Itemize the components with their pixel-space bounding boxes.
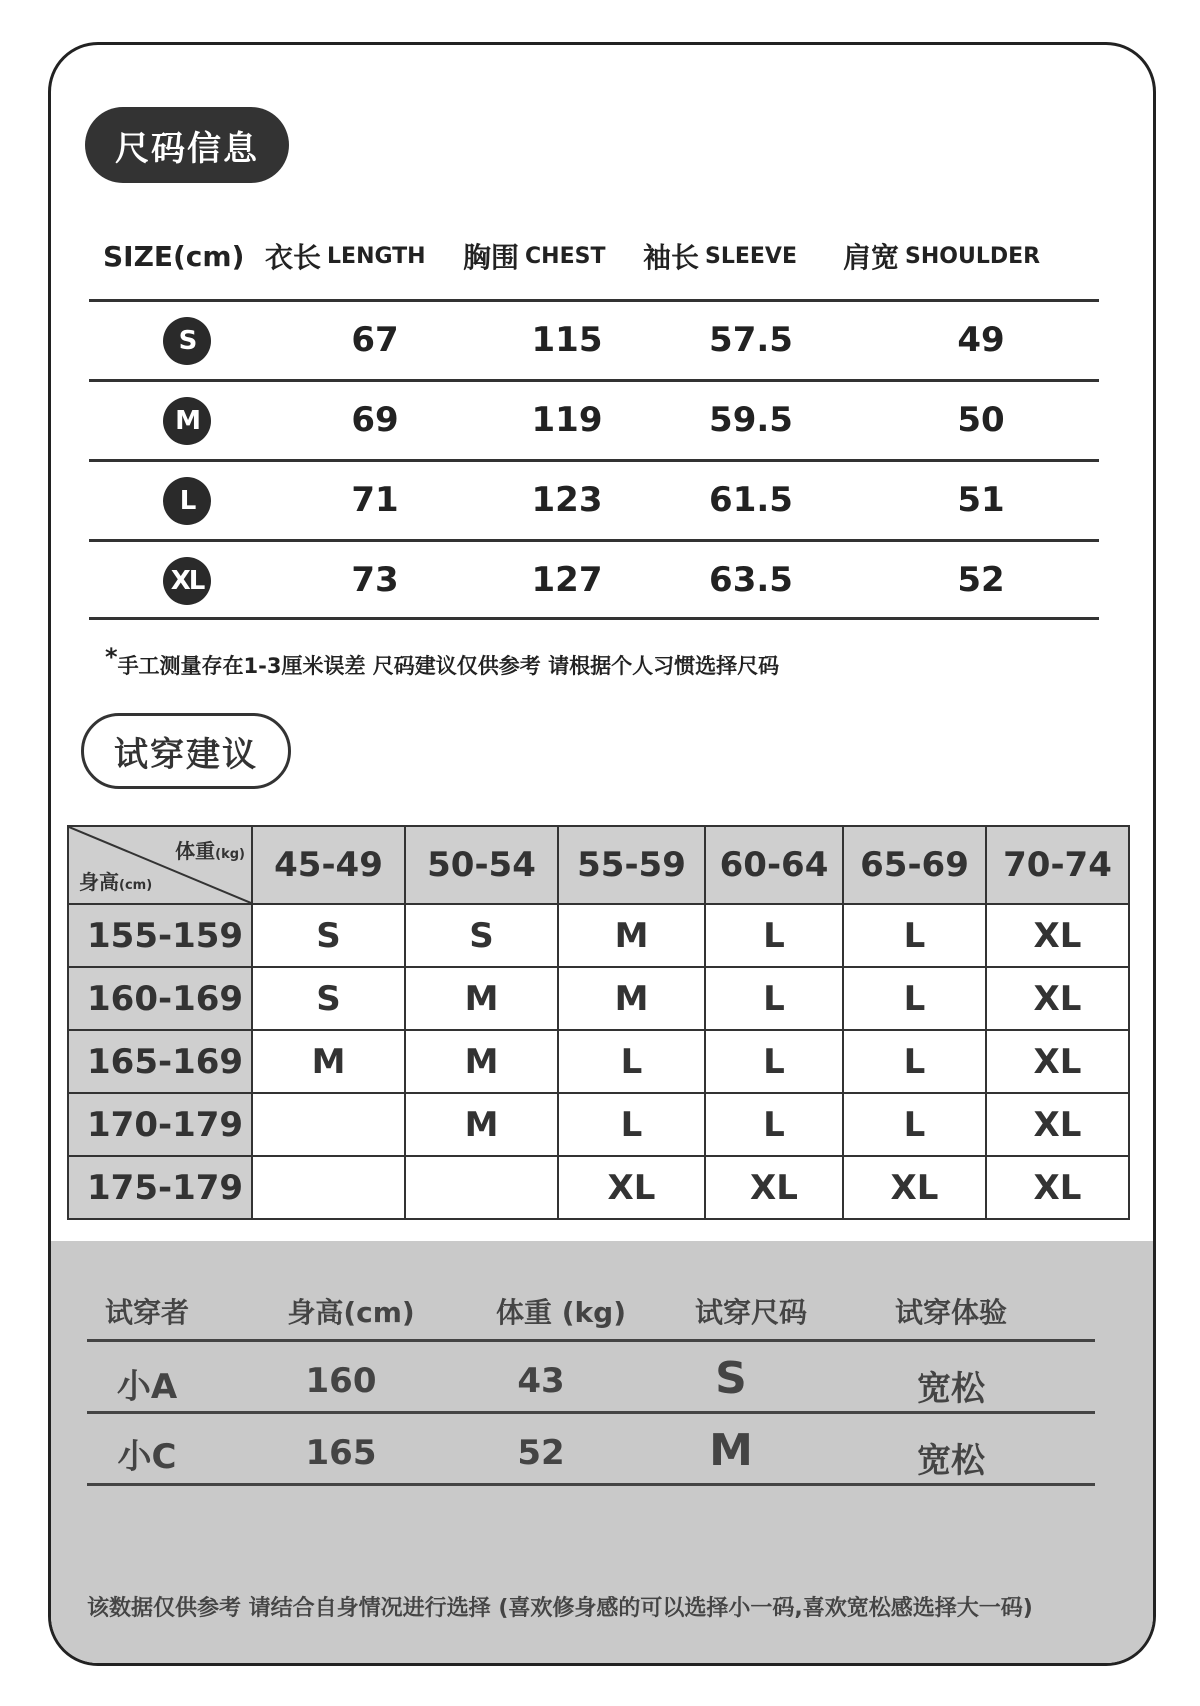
- size-cell: S: [252, 967, 405, 1030]
- weight-label: 体重(kg): [175, 839, 245, 863]
- size-row-l: [91, 462, 1101, 540]
- chest-value: 123: [531, 480, 603, 520]
- weight-range: 50-54: [405, 826, 558, 904]
- header-shoulder: 肩宽 SHOULDER: [843, 241, 1041, 274]
- size-cell: [252, 1093, 405, 1156]
- size-cell: XL: [986, 967, 1129, 1030]
- tester-weight: 52: [517, 1433, 565, 1473]
- size-cell: M: [558, 904, 705, 967]
- divider: [89, 617, 1099, 620]
- size-row-s: [91, 302, 1101, 380]
- tester-height: 165: [305, 1433, 377, 1473]
- header-weight: 体重 (kg): [495, 1296, 626, 1329]
- table-row: [68, 1156, 1129, 1219]
- tester-experience: 宽松: [917, 1441, 985, 1481]
- weight-range: 65-69: [843, 826, 986, 904]
- size-cell: XL: [986, 1093, 1129, 1156]
- size-cell: L: [843, 967, 986, 1030]
- table-row: [68, 967, 1129, 1030]
- size-cell: M: [558, 967, 705, 1030]
- sleeve-value: 63.5: [709, 560, 793, 600]
- shoulder-value: 49: [957, 320, 1005, 360]
- header-height: 身高(cm): [287, 1296, 415, 1329]
- shoulder-value: 50: [957, 400, 1005, 440]
- size-cell: L: [705, 904, 843, 967]
- divider: [87, 1483, 1095, 1486]
- size-cell: L: [843, 1030, 986, 1093]
- sleeve-value: 61.5: [709, 480, 793, 520]
- chest-value: 119: [531, 400, 603, 440]
- length-value: 73: [351, 560, 399, 600]
- size-cell: [405, 1156, 558, 1219]
- header-experience: 试穿体验: [894, 1296, 1007, 1329]
- weight-range: 55-59: [558, 826, 705, 904]
- tester-size: S: [715, 1353, 747, 1404]
- tester-height: 160: [305, 1361, 377, 1401]
- tester-size: M: [709, 1425, 753, 1476]
- size-row-m: [91, 382, 1101, 460]
- height-range: 155-159: [68, 904, 252, 967]
- shoulder-value: 51: [957, 480, 1005, 520]
- size-cell: M: [252, 1030, 405, 1093]
- size-cell: L: [558, 1030, 705, 1093]
- measurement-note: *手工测量存在1-3厘米误差 尺码建议仅供参考 请根据个人习惯选择尺码: [105, 643, 780, 678]
- shoulder-value: 52: [957, 560, 1005, 600]
- size-cell: S: [405, 904, 558, 967]
- header-length: 衣长 LENGTH: [265, 241, 426, 274]
- weight-range: 70-74: [986, 826, 1129, 904]
- size-cell: XL: [843, 1156, 986, 1219]
- size-cell: L: [705, 1093, 843, 1156]
- height-label: 身高(cm): [79, 870, 153, 894]
- size-cell: M: [405, 1030, 558, 1093]
- divider: [87, 1411, 1095, 1414]
- height-range: 175-179: [68, 1156, 252, 1219]
- table-row: [68, 1093, 1129, 1156]
- size-cell: L: [843, 1093, 986, 1156]
- size-recommendation-table: [67, 825, 1130, 1220]
- size-cell: XL: [986, 1030, 1129, 1093]
- tester-weight: 43: [517, 1361, 565, 1401]
- chest-value: 127: [531, 560, 603, 600]
- size-cell: L: [705, 967, 843, 1030]
- size-cell: L: [843, 904, 986, 967]
- corner-cell: [68, 826, 252, 904]
- length-value: 67: [351, 320, 399, 360]
- sleeve-value: 57.5: [709, 320, 793, 360]
- sleeve-value: 59.5: [709, 400, 793, 440]
- table-row: [68, 1030, 1129, 1093]
- length-value: 69: [351, 400, 399, 440]
- header-chest: 胸围 CHEST: [463, 241, 606, 274]
- size-cell: L: [705, 1030, 843, 1093]
- reference-note: 该数据仅供参考 请结合自身情况进行选择 (喜欢修身感的可以选择小一码,喜欢宽松感选择大一码): [87, 1596, 1033, 1621]
- size-badge: M: [163, 397, 211, 445]
- size-badge: XL: [163, 557, 211, 605]
- size-badge: S: [163, 317, 211, 365]
- size-cell: S: [252, 904, 405, 967]
- tester-name: 小A: [116, 1367, 178, 1407]
- size-cell: XL: [558, 1156, 705, 1219]
- height-range: 165-169: [68, 1030, 252, 1093]
- divider: [87, 1339, 1095, 1342]
- size-info-title: 尺码信息: [85, 107, 289, 183]
- weight-range: 45-49: [252, 826, 405, 904]
- weight-range: 60-64: [705, 826, 843, 904]
- header-sleeve: 袖长 SLEEVE: [643, 241, 797, 274]
- chest-value: 115: [531, 320, 603, 360]
- try-on-advice-title: 试穿建议: [81, 713, 291, 789]
- size-cell: M: [405, 967, 558, 1030]
- header-tester: 试穿者: [104, 1296, 189, 1329]
- size-row-xl: [91, 542, 1101, 620]
- header-try-size: 试穿尺码: [694, 1296, 807, 1329]
- tester-experience: 宽松: [917, 1369, 985, 1409]
- try-on-reference-panel: [51, 1241, 1153, 1663]
- size-cell: XL: [986, 904, 1129, 967]
- length-value: 71: [351, 480, 399, 520]
- size-cell: [252, 1156, 405, 1219]
- size-cell: XL: [705, 1156, 843, 1219]
- size-badge: L: [163, 477, 211, 525]
- size-cell: L: [558, 1093, 705, 1156]
- height-range: 160-169: [68, 967, 252, 1030]
- table-header-row: [68, 826, 1129, 904]
- table-row: [68, 904, 1129, 967]
- size-cell: XL: [986, 1156, 1129, 1219]
- header-size: SIZE(cm): [103, 239, 245, 273]
- tester-name: 小C: [117, 1437, 177, 1477]
- height-range: 170-179: [68, 1093, 252, 1156]
- size-chart-card: [48, 42, 1156, 1666]
- size-cell: M: [405, 1093, 558, 1156]
